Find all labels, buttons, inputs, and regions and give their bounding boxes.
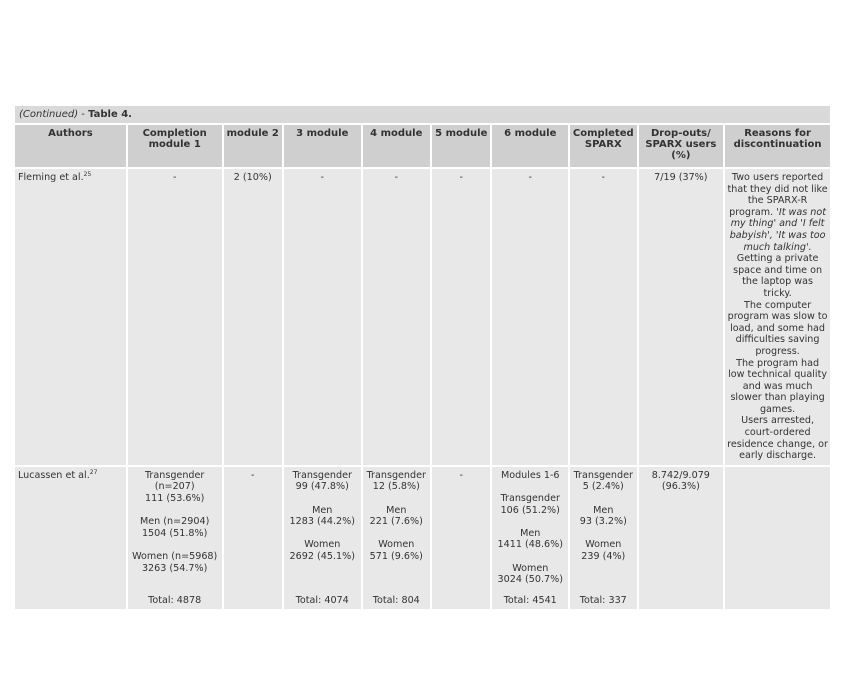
m4-l5: Women bbox=[378, 539, 415, 551]
m6-l4: 1411 (48.6%) bbox=[497, 539, 563, 551]
cell-module5: - bbox=[432, 169, 490, 467]
header-module-3: 3 module bbox=[284, 123, 361, 169]
table-caption bbox=[15, 106, 830, 123]
cell-module2: 2 (10%) bbox=[224, 169, 282, 467]
m6-l0: Modules 1-6 bbox=[500, 469, 560, 481]
m4-l6: 571 (9.6%) bbox=[369, 551, 423, 562]
cs-l6: 239 (4%) bbox=[581, 551, 626, 562]
reasons-p3: The computer program was slow to load, and some had difficulties saving progress. bbox=[727, 299, 828, 357]
m3-l2: 99 (47.8%) bbox=[295, 481, 349, 493]
author-ref: 27 bbox=[89, 468, 98, 476]
header-row bbox=[15, 123, 830, 169]
m1-total: Total: 4878 bbox=[148, 595, 202, 607]
cs-l2: 5 (2.4%) bbox=[582, 481, 624, 493]
m3-l4: 1283 (44.2%) bbox=[289, 516, 355, 528]
m6-l1: Transgender bbox=[500, 493, 560, 505]
reasons-p5: Users arrested, court-ordered residence change, or early discharge. bbox=[727, 415, 828, 462]
m4-l4: 221 (7.6%) bbox=[369, 516, 423, 528]
header-module-6: 6 module bbox=[492, 123, 568, 169]
m6-l6: 3024 (50.7%) bbox=[497, 574, 563, 586]
m4-l2: 12 (5.8%) bbox=[372, 481, 420, 493]
cell-dropouts: 7/19 (37%) bbox=[639, 169, 724, 467]
header-module-2: module 2 bbox=[224, 123, 282, 169]
cell-reasons bbox=[725, 467, 830, 609]
cell-module6 bbox=[492, 467, 568, 609]
cell-module3 bbox=[284, 467, 361, 609]
header-module-5: 5 module bbox=[432, 123, 490, 169]
table-row bbox=[15, 467, 830, 609]
reasons-quote: 'It was not my thing' and 'I felt babyish', 'It was too much talking'. bbox=[729, 206, 826, 253]
m4-l3: Men bbox=[386, 504, 407, 516]
m1-l3: 111 (53.6%) bbox=[145, 493, 205, 505]
m1-l6: Women (n=5968) bbox=[132, 551, 218, 562]
data-table bbox=[13, 123, 832, 609]
header-completion-module-1: Completion module 1 bbox=[128, 123, 222, 169]
m3-total: Total: 4074 bbox=[295, 595, 349, 607]
m6-total: Total: 4541 bbox=[503, 595, 557, 607]
m6-l2: 106 (51.2%) bbox=[500, 504, 560, 516]
table-container bbox=[15, 106, 830, 609]
m1-l1: Transgender bbox=[144, 469, 205, 481]
m1-l5: 1504 (51.8%) bbox=[141, 527, 208, 539]
m6-l5: Women bbox=[512, 562, 549, 574]
cs-l3: Men bbox=[593, 504, 614, 516]
do-l2: (96.3%) bbox=[661, 481, 700, 493]
m3-l6: 2692 (45.1%) bbox=[289, 551, 355, 562]
cs-total: Total: 337 bbox=[579, 595, 627, 607]
cell-module6: - bbox=[492, 169, 568, 467]
cell-module4 bbox=[363, 467, 431, 609]
cell-module5: - bbox=[432, 467, 490, 609]
m4-l1: Transgender bbox=[366, 469, 426, 481]
cell-module4: - bbox=[363, 169, 431, 467]
cell-completion-m1: - bbox=[128, 169, 222, 467]
header-completed-sparx: Completed SPARX bbox=[570, 123, 637, 169]
cell-completed: - bbox=[570, 169, 637, 467]
m1-l2: (n=207) bbox=[154, 481, 195, 493]
do-l1: 8.742/9.079 bbox=[651, 469, 710, 481]
cell-completion-m1 bbox=[128, 467, 222, 609]
author-ref: 25 bbox=[83, 170, 92, 178]
reasons-p4: The program had low technical quality and was much slower than playing games. bbox=[728, 357, 828, 415]
author-name: Fleming et al. bbox=[18, 172, 84, 183]
m3-l3: Men bbox=[312, 504, 333, 516]
cell-author bbox=[15, 467, 126, 609]
header-module-4: 4 module bbox=[363, 123, 431, 169]
header-reasons: Reasons for discontinuation bbox=[725, 123, 830, 169]
caption-continued: (Continued) bbox=[19, 109, 79, 120]
author-name: Lucassen et al. bbox=[18, 469, 90, 481]
cs-l5: Women bbox=[585, 539, 622, 551]
m1-l4: Men (n=2904) bbox=[140, 516, 210, 528]
header-authors: Authors bbox=[15, 123, 126, 169]
reasons-p2: Getting a private space and time on the laptop was tricky. bbox=[733, 253, 823, 299]
cell-module3: - bbox=[284, 169, 361, 467]
cell-dropouts bbox=[639, 467, 724, 609]
cell-module2: - bbox=[224, 467, 282, 609]
m3-l1: Transgender bbox=[292, 469, 352, 481]
table-row bbox=[15, 169, 830, 467]
caption-separator: - bbox=[78, 109, 89, 120]
cell-reasons bbox=[725, 169, 830, 467]
cs-l4: 93 (3.2%) bbox=[579, 516, 627, 528]
m4-total: Total: 804 bbox=[372, 595, 420, 607]
cell-author bbox=[15, 169, 126, 467]
reasons-intro: Two users reported that they did not like the SPARX-R program. bbox=[727, 172, 828, 218]
m1-l7: 3263 (54.7%) bbox=[141, 562, 208, 574]
m6-l3: Men bbox=[520, 527, 541, 539]
caption-title: Table 4. bbox=[88, 109, 132, 120]
m3-l5: Women bbox=[304, 539, 341, 551]
header-dropouts: Drop-outs/ SPARX users (%) bbox=[639, 123, 724, 169]
cs-l1: Transgender bbox=[573, 469, 633, 481]
cell-completed bbox=[570, 467, 637, 609]
